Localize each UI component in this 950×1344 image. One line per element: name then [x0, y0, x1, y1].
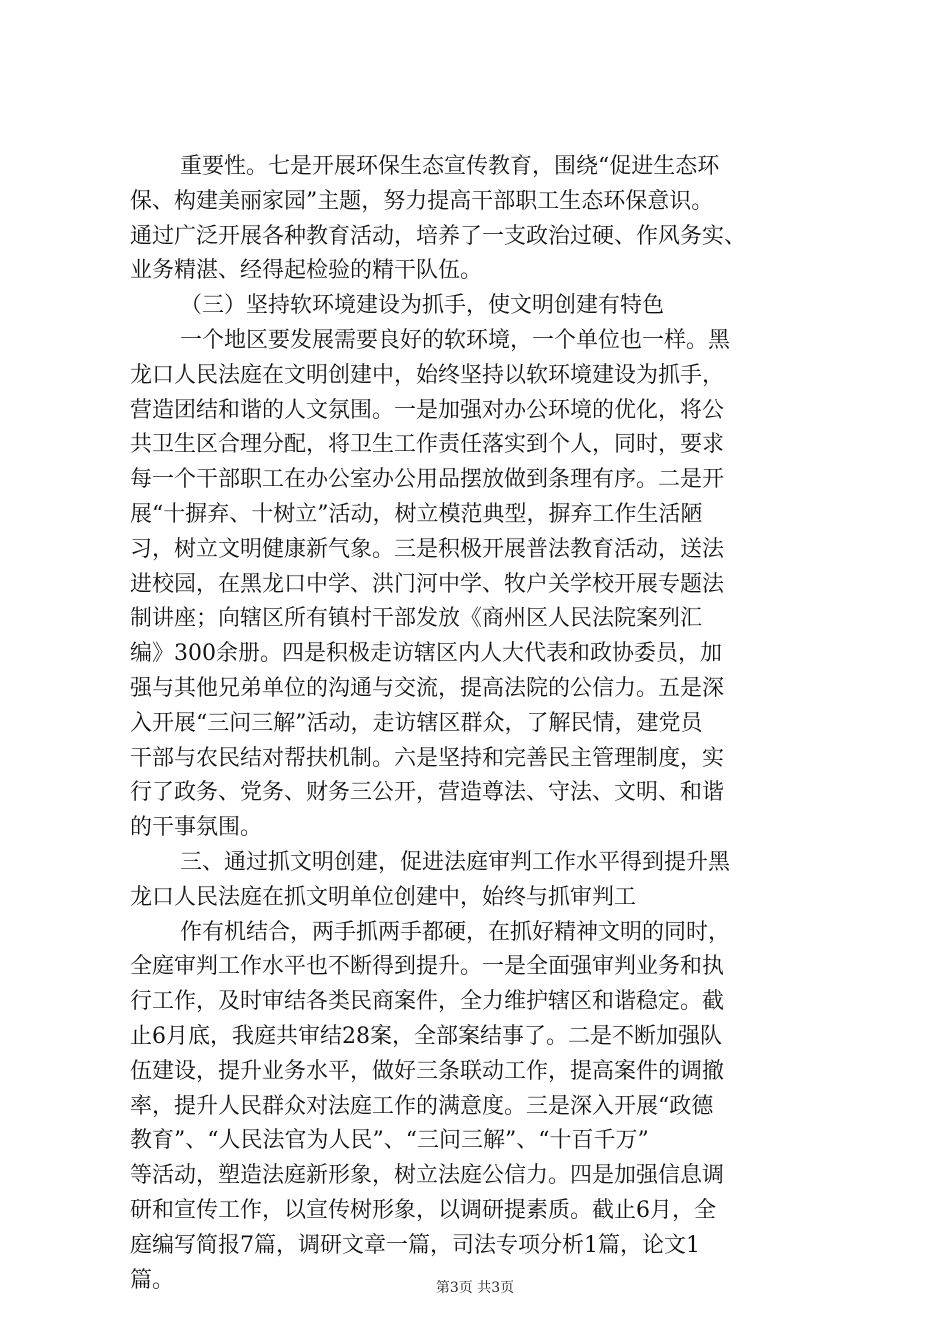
text-line: 每一个干部职工在办公室办公用品摆放做到条理有序。二是开	[130, 467, 725, 493]
text-line: 入开展“三问三解”活动，走访辖区群众，了解民情，建党员	[130, 710, 703, 736]
text-line: 通过广泛开展各种教育活动，培养了一支政治过硬、作风务实、	[130, 223, 747, 249]
page-footer: 第3页 共3页	[435, 1280, 515, 1296]
text-line: 等活动，塑造法庭新形象，树立法庭公信力。四是加强信息调	[130, 1163, 725, 1189]
text-line: 庭编写简报7篇，调研文章一篇，司法专项分析1篇，论文1	[130, 1232, 700, 1258]
text-line: 行工作，及时审结各类民商案件，全力维护辖区和谐稳定。截	[130, 989, 725, 1015]
text-line: 保、构建美丽家园”主题，努力提高干部职工生态环保意识。	[130, 188, 714, 214]
text-line: 龙口人民法庭在抓文明单位创建中，始终与抓审判工	[130, 884, 637, 910]
text-line: 研和宣传工作，以宣传树形象，以调研提素质。截止6月，全	[130, 1197, 716, 1223]
text-line: 强与其他兄弟单位的沟通与交流，提高法院的公信力。五是深	[130, 675, 725, 701]
text-line: 习，树立文明健康新气象。三是积极开展普法教育活动，送法	[130, 536, 725, 562]
document-body	[130, 150, 830, 1298]
text-line: 率，提升人民群众对法庭工作的满意度。三是深入开展“政德	[130, 1093, 714, 1119]
text-line: 编》300余册。四是积极走访辖区内人大代表和政协委员，加	[130, 641, 722, 667]
text-line: 篇。	[130, 1267, 175, 1293]
section-heading: 三、通过抓文明创建，促进法庭审判工作水平得到提升黑	[180, 849, 731, 875]
text-line: 进校园，在黑龙口中学、洪门河中学、牧户关学校开展专题法	[130, 571, 725, 597]
text-line: 制讲座；向辖区所有镇村干部发放《商州区人民法院案列汇	[130, 606, 703, 632]
text-line: 重要性。七是开展环保生态宣传教育，围绕“促进生态环	[180, 154, 720, 179]
text-line: 行了政务、党务、财务三公开，营造尊法、守法、文明、和谐	[130, 780, 725, 806]
text-line: 止6月底，我庭共审结28案，全部案结事了。二是不断加强队	[130, 1023, 722, 1049]
text-line: 业务精湛、经得起检验的精干队伍。	[130, 258, 483, 284]
text-line: 共卫生区合理分配，将卫生工作责任落实到个人，同时，要求	[130, 432, 725, 458]
text-line: 教育”、“人民法官为人民”、“三问三解”、“十百千万”	[130, 1128, 649, 1154]
text-line: 作有机结合，两手抓两手都硬，在抓好精神文明的同时，	[180, 919, 731, 945]
text-line: 全庭审判工作水平也不断得到提升。一是全面强审判业务和执	[130, 954, 725, 980]
text-line: 干部与农民结对帮扶机制。六是坚持和完善民主管理制度，实	[130, 745, 725, 771]
text-line: 龙口人民法庭在文明创建中，始终坚持以软环境建设为抓手，	[130, 362, 725, 388]
text-line: 营造团结和谐的人文氛围。一是加强对办公环境的优化，将公	[130, 397, 725, 423]
text-line: 展“十摒弃、十树立”活动，树立模范典型，摒弃工作生活陋	[130, 501, 703, 527]
text-line: 的干事氛围。	[130, 815, 263, 841]
section-heading: （三）坚持软环境建设为抓手，使文明创建有特色	[180, 293, 665, 319]
text-line: 伍建设，提升业务水平，做好三条联动工作，提高案件的调撤	[130, 1058, 725, 1084]
text-line: 一个地区要发展需要良好的软环境，一个单位也一样。黑	[180, 327, 731, 353]
